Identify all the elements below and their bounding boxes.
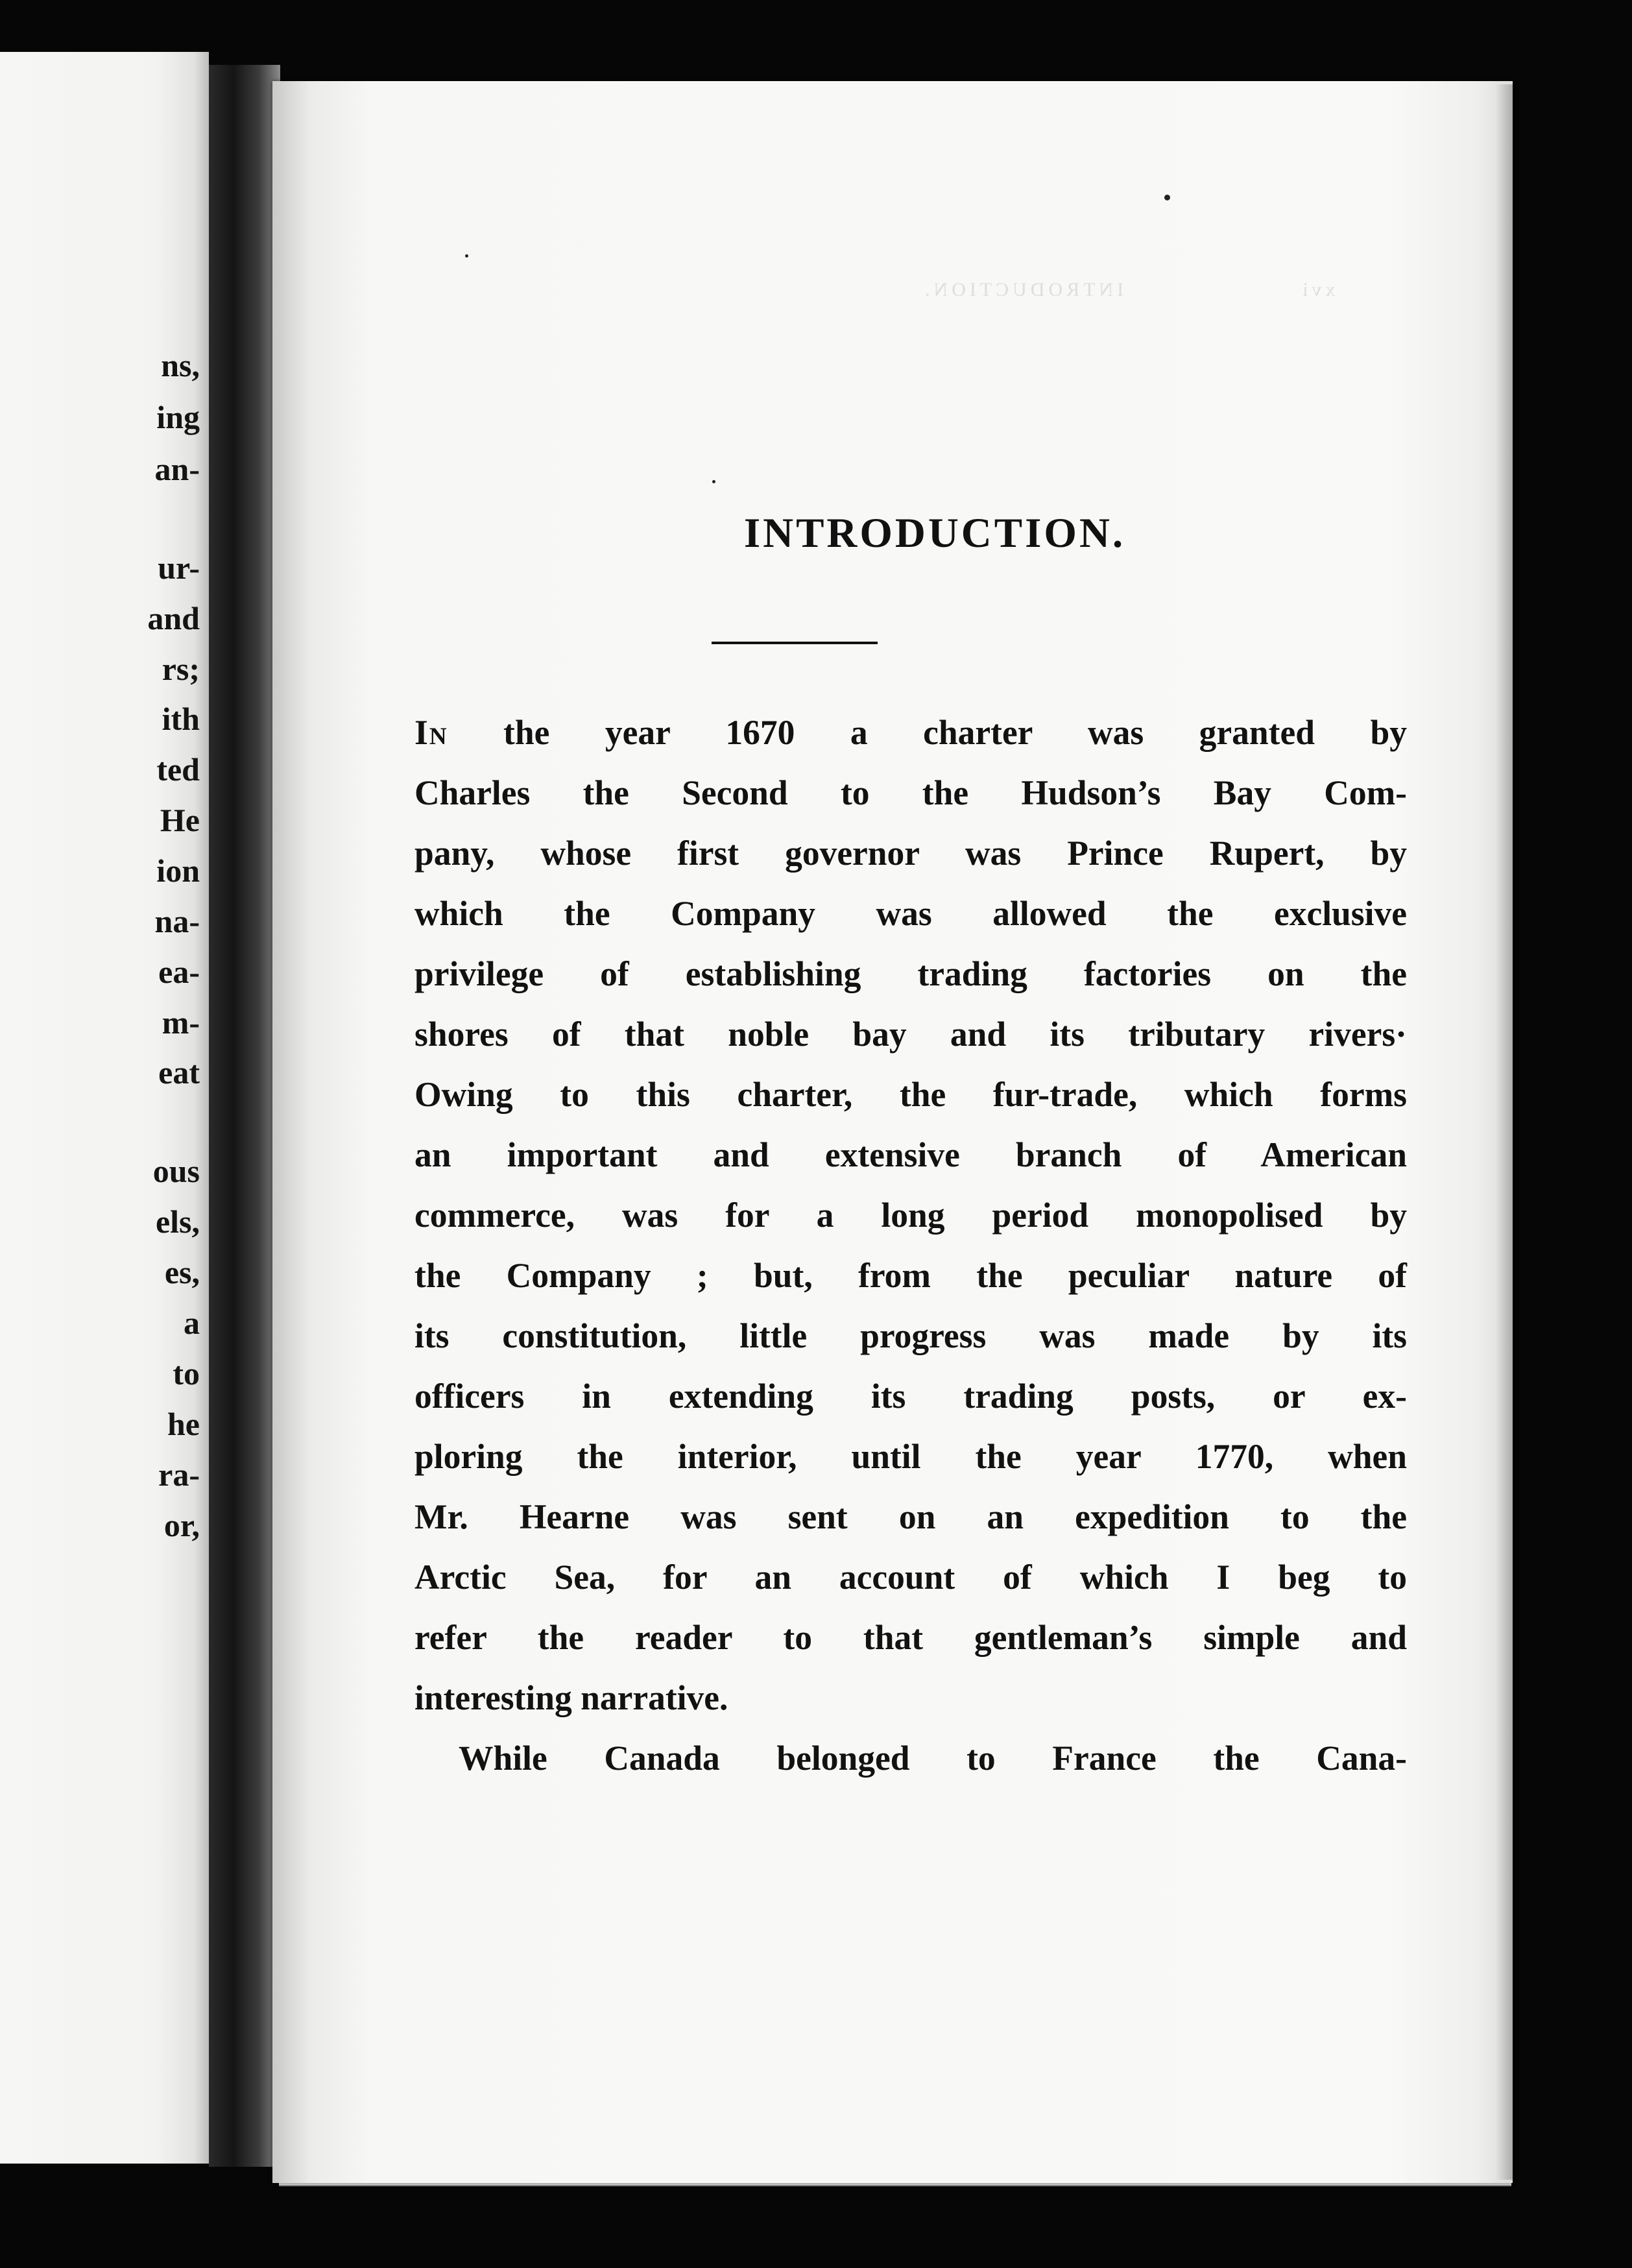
dust-speck bbox=[1164, 195, 1170, 200]
left-page-line: els, bbox=[155, 1203, 200, 1240]
left-page-line: a bbox=[184, 1305, 200, 1341]
paragraph-2 bbox=[414, 1728, 1407, 1789]
text-line: its constitution, little progress was made by its bbox=[414, 1316, 1407, 1355]
page-edge-shadow bbox=[1495, 84, 1516, 2180]
text-line: Owing to this charter, the fur-trade, which forms bbox=[414, 1075, 1407, 1114]
text-line: interesting narrative. bbox=[414, 1678, 728, 1717]
left-page-line: he bbox=[167, 1406, 200, 1442]
main-book-page bbox=[272, 81, 1513, 2183]
left-page-line: ing bbox=[156, 399, 200, 435]
paragraph-1 bbox=[414, 703, 1407, 1728]
text-line: shores of that noble bay and its tributary rivers· bbox=[414, 1015, 1407, 1054]
dropcap-word: In bbox=[414, 713, 448, 752]
left-page-line: and bbox=[147, 600, 200, 636]
text-line: privilege of establishing trading factories on the bbox=[414, 954, 1407, 993]
facing-left-page bbox=[0, 52, 209, 2164]
dust-speck bbox=[465, 254, 468, 258]
left-page-line: ith bbox=[162, 701, 200, 737]
book-gutter-shadow bbox=[209, 65, 280, 2167]
left-page-line: ur- bbox=[158, 549, 200, 586]
left-page-line: to bbox=[173, 1355, 200, 1392]
left-page-line: ted bbox=[156, 751, 200, 788]
text-line: an important and extensive branch of American bbox=[414, 1135, 1407, 1174]
left-page-line: ion bbox=[156, 852, 200, 889]
left-page-line: He bbox=[160, 802, 200, 838]
left-page-line: na- bbox=[154, 903, 200, 939]
page-title: INTRODUCTION. bbox=[743, 510, 1126, 557]
left-page-line: an- bbox=[154, 451, 200, 487]
text-line: which the Company was allowed the exclusive bbox=[414, 894, 1407, 933]
left-page-line: ns, bbox=[161, 347, 200, 383]
left-page-line: rs; bbox=[162, 651, 200, 687]
text-line: the Company ; but, from the peculiar nature of bbox=[414, 1256, 1407, 1295]
text-line: While Canada belonged to France the Cana- bbox=[459, 1739, 1407, 1778]
left-page-line: es, bbox=[164, 1254, 200, 1290]
title-underline-rule bbox=[712, 642, 878, 644]
body-text bbox=[414, 703, 1407, 1789]
left-page-line: ous bbox=[152, 1153, 200, 1189]
text-line bbox=[414, 703, 1407, 763]
left-page-line: ra- bbox=[158, 1456, 200, 1493]
text-line: commerce, was for a long period monopolised by bbox=[414, 1196, 1407, 1235]
text-line: ploring the interior, until the year 1770, when bbox=[414, 1437, 1407, 1476]
text-line: Mr. Hearne was sent on an expedition to the bbox=[414, 1497, 1407, 1536]
bleed-running-head: xvi INTRODUCTION. bbox=[921, 279, 1336, 300]
left-page-line: ea- bbox=[158, 954, 200, 990]
text-line: officers in extending its trading posts, or ex- bbox=[414, 1377, 1407, 1416]
text-line: pany, whose first governor was Prince Rupert, by bbox=[414, 834, 1407, 873]
text-line: Arctic Sea, for an account of which I beg to bbox=[414, 1558, 1407, 1597]
left-page-line: eat bbox=[158, 1054, 200, 1091]
text-line: Charles the Second to the Hudson’s Bay Com- bbox=[414, 773, 1407, 812]
left-page-line: or, bbox=[163, 1507, 200, 1543]
text-line-content: the year 1670 a charter was granted by bbox=[448, 713, 1407, 752]
left-page-line: m- bbox=[162, 1004, 200, 1041]
text-line: refer the reader to that gentleman’s simple and bbox=[414, 1618, 1407, 1657]
dust-speck bbox=[712, 480, 715, 483]
